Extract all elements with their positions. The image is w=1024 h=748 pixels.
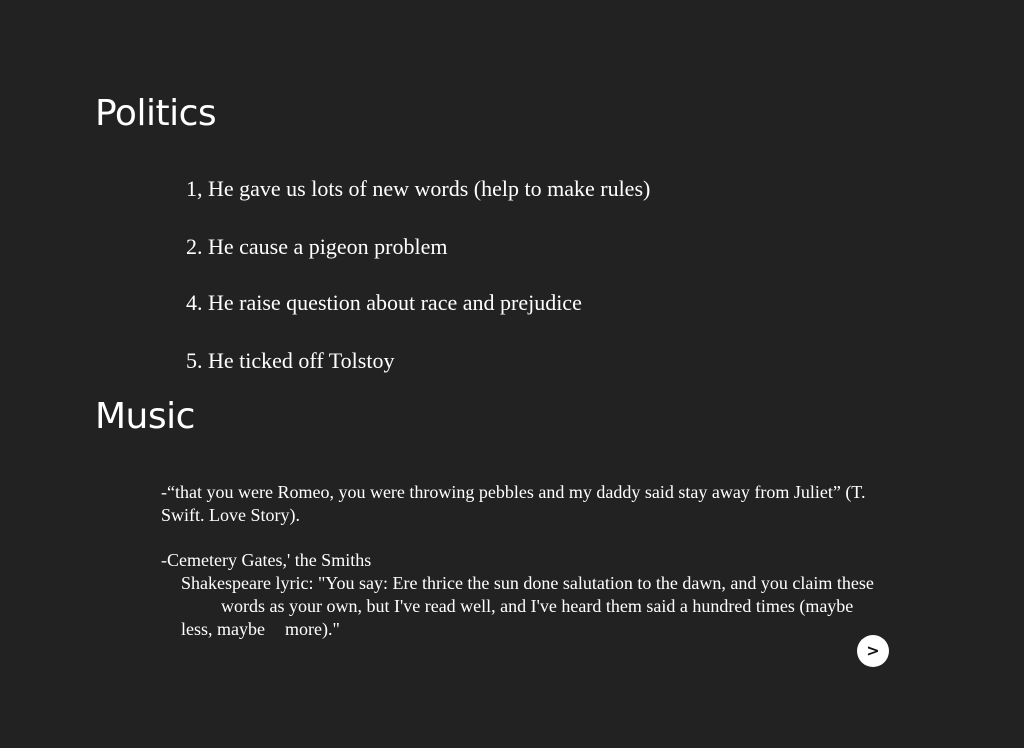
politics-title: Politics: [95, 93, 217, 134]
quote-body: [161, 572, 881, 641]
music-quote-love-story: -“that you were Romeo, you were throwing pebbles and my daddy said stay away from Juliet” (T. Swift. Love Story).: [161, 482, 866, 525]
politics-point: 4. He raise question about race and prejudice: [186, 290, 582, 315]
quote-part-3: more).": [284, 619, 340, 639]
music-quote-cemetery-gates: [161, 549, 881, 641]
music-title: Music: [95, 396, 195, 437]
quote-source: -Cemetery Gates,' the Smiths: [161, 550, 372, 570]
quote-part-1: Shakespeare lyric: "You say: Ere thrice the sun done salutation to the dawn, and you claim these: [181, 573, 874, 593]
quote-part-2: words as your own, but I've read well, and I've heard them said a hundred times (maybe less, maybe: [181, 596, 854, 639]
next-slide-button[interactable]: >: [857, 635, 889, 667]
politics-point: 1, He gave us lots of new words (help to make rules): [186, 176, 651, 201]
politics-point: 5. He ticked off Tolstoy: [186, 348, 395, 373]
politics-point: 2. He cause a pigeon problem: [186, 234, 448, 259]
